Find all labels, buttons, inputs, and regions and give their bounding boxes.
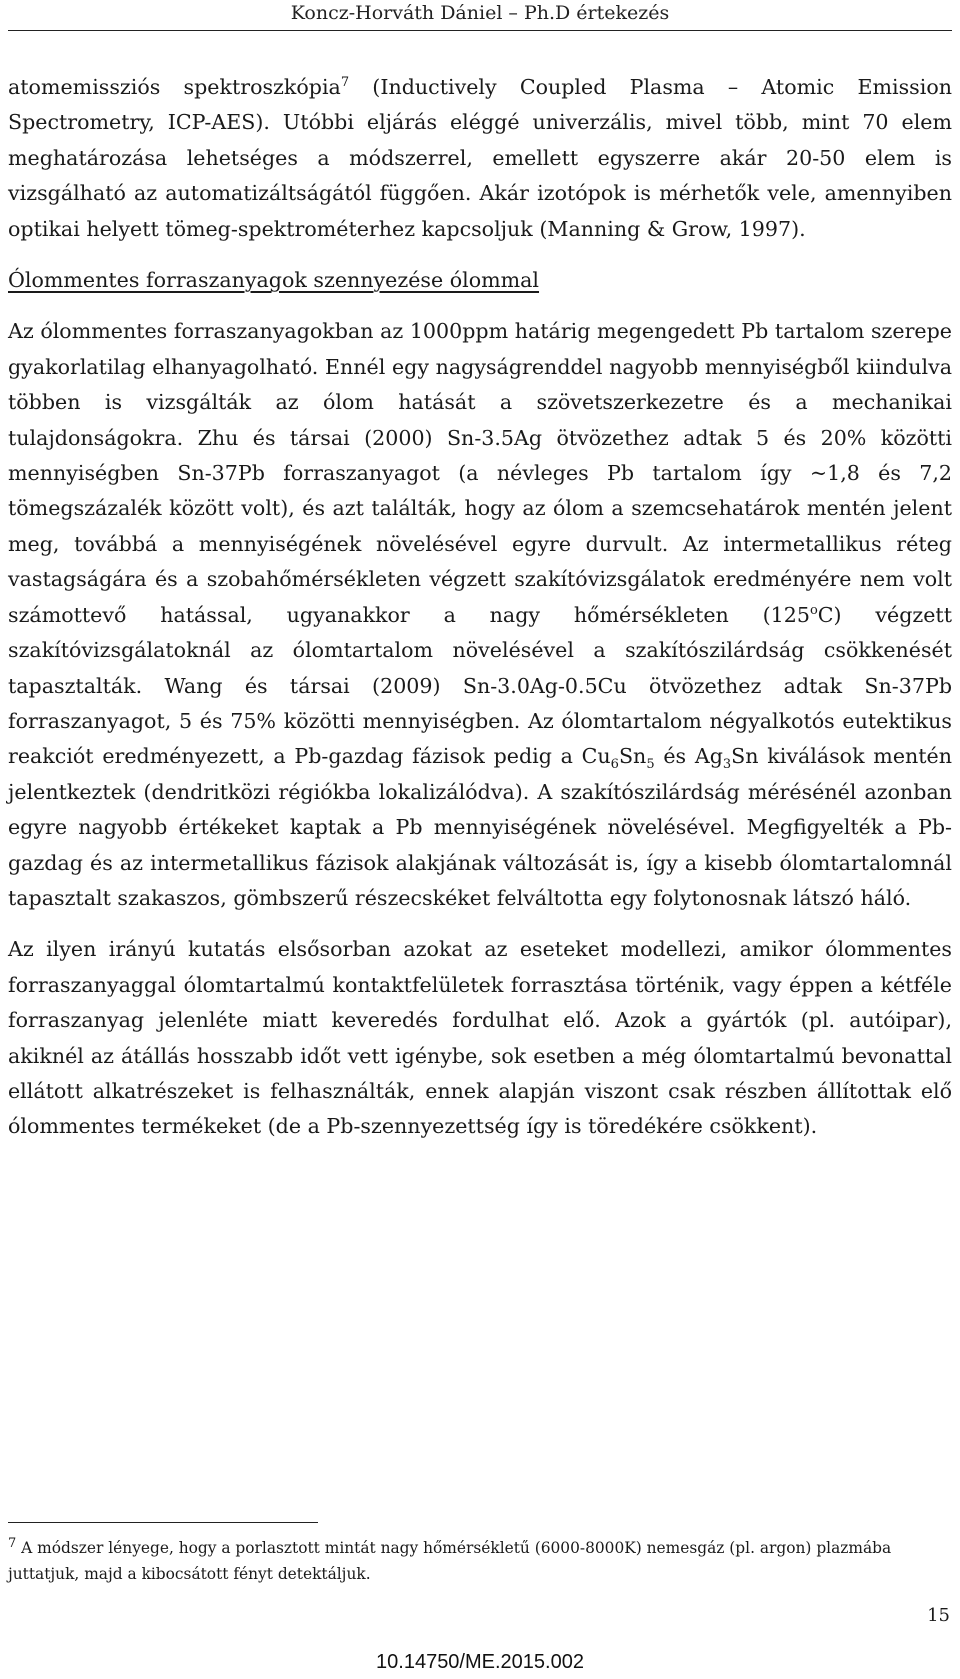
paragraph-2-text-1: Az ólommentes forraszanyagokban az 1000ppm határig megengedett Pb tartalom szerepe gyakorlatilag elhanyagolható. Ennél egy nagyságrenddel nagyobb mennyiségből kiindulva többen is vizsgálták az ólom hatását a szövetszerkezetre és a mechanikai tulajdonságokra. Zhu és társai (2000) Sn-3.5Ag ötvözethez adtak 5 és 20% közötti mennyiségben Sn-37Pb forraszanyagot (a névleges Pb tartalom így ~1,8 és 7,2 tömegszázalék között volt), és azt találták, hogy az ólom a szemcsehatárok mentén jelent meg, továbbá a mennyiségének növelésével egyre durvult. Az intermetallikus réteg vastagságára és a szobahőmérsékleten végzett szakítóvizsgálatok eredményére nem volt számottevő hatással, ugyanakkor a nagy hőmérsékleten (125 xyxy=(8,319,952,627)
footnote-marker: 7 xyxy=(8,1535,17,1551)
paragraph-2-text-4: és Ag xyxy=(654,744,723,769)
subscript-6: 6 xyxy=(610,757,619,773)
paragraph-2-text-5: Sn kiválások mentén jelentkeztek (dendritközi régiókba lokalizálódva). A szakítószilárdság mérésénél azonban egyre nagyobb értékeket kaptak a Pb mennyiségének növelésével. Megfigyelték a Pb-gazdag és az intermetallikus fázisok alakjának változását is, így a kisebb ólomtartalomnál tapasztalt szakaszos, gömbszerű részecskéket felváltotta egy folytonosnak látszó háló. xyxy=(8,744,952,910)
degree-superscript: o xyxy=(809,602,818,618)
page-number: 15 xyxy=(927,1605,950,1626)
running-header: Koncz-Horváth Dániel – Ph.D értekezés xyxy=(290,2,670,24)
footnote-separator xyxy=(8,1522,318,1523)
section-heading: Ólommentes forraszanyagok szennyezése ólommal xyxy=(8,268,540,293)
body-text xyxy=(8,70,952,1145)
paragraph-1-text-a: atomemissziós spektroszkópia xyxy=(8,75,341,99)
paragraph-2-text-3: Sn xyxy=(618,744,647,769)
paragraph-2 xyxy=(8,314,952,916)
paragraph-3: Az ilyen irányú kutatás elsősorban azokat az eseteket modellezi, amikor ólommentes forraszanyaggal ólomtartalmú kontaktfelületek forrasztása történik, vagy éppen a kétféle forraszanyag jelenléte miatt keveredés fordulhat elő. Azok a gyártók (pl. autóipar), akiknél az átállás hosszabb időt vett igénybe, sok esetben a még ólomtartalmú bevonattal ellátott alkatrészeket is felhasználták, ennek alapján viszont csak részben állítottak elő ólommentes termékeket (de a Pb-szennyezettség így is töredékére csökkent). xyxy=(8,937,952,1139)
paragraph-1 xyxy=(8,70,952,247)
doi-footer: 10.14750/ME.2015.002 xyxy=(376,1651,584,1673)
subscript-5: 5 xyxy=(646,757,655,773)
footnote-reference: 7 xyxy=(340,75,350,91)
paragraph-1-text-b: (Inductively Coupled Plasma – Atomic Emission Spectrometry, ICP-AES). Utóbbi eljárás eléggé univerzális, mivel több, mint 70 elem meghatározása lehetséges a módszerrel, emellett egyszerre akár 20-50 elem is vizsgálható az automatizáltságától függően. Akár izotópok is mérhetők vele, amennyiben optikai helyett tömeg-spektrométerhez kapcsoljuk (Manning & Grow, 1997). xyxy=(8,75,952,241)
footnote xyxy=(8,1535,952,1587)
paragraph-2-text-2: C) végzett szakítóvizsgálatoknál az ólomtartalom növelésével a szakítószilárdság csökkenését tapasztalták. Wang és társai (2009) Sn-3.0Ag-0.5Cu ötvözethez adtak Sn-37Pb forraszanyagot, 5 és 75% közötti mennyiségben. Az ólomtartalom négyalkotós eutektikus reakciót eredményezett, a Pb-gazdag fázisok pedig a Cu xyxy=(8,602,952,769)
subscript-3: 3 xyxy=(722,757,732,773)
footnote-text: A módszer lényege, hogy a porlasztott mintát nagy hőmérsékletű (6000-8000K) nemesgáz (pl. argon) plazmába juttatjuk, majd a kibocsátott fényt detektáljuk. xyxy=(8,1539,892,1583)
header-rule xyxy=(8,30,952,31)
